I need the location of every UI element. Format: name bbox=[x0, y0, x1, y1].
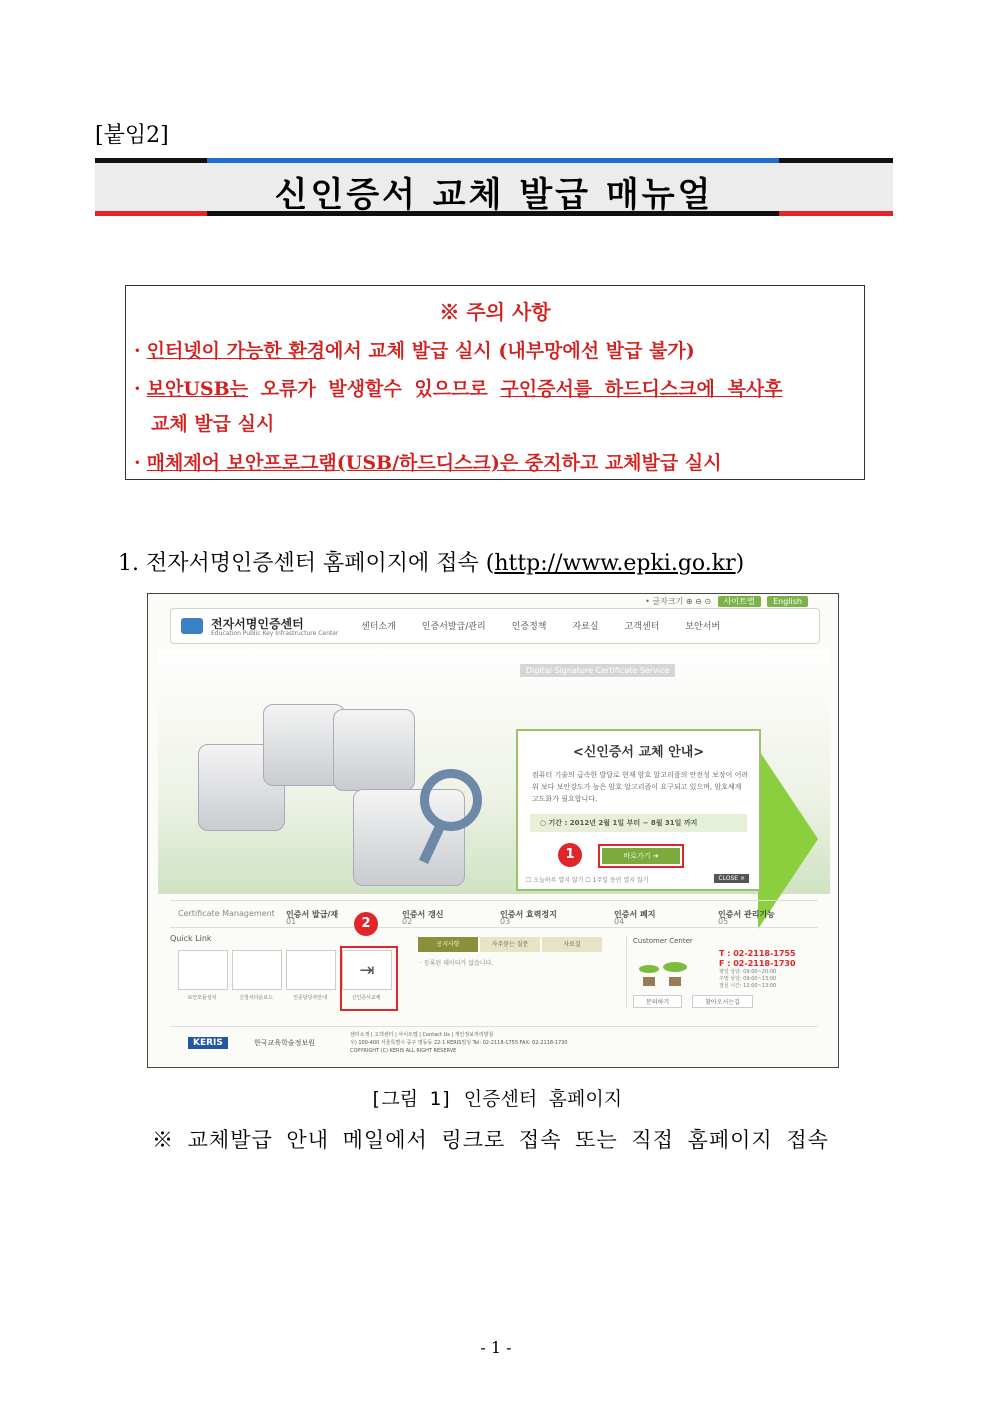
homepage-screenshot: • 글자크기 ⊕ ⊖ ⊙ 사이트맵 English 전자서명인증센터 Education Public Key Infrastructure Center 센터소개 인증서발급/관리 인증정책 자료실 고객센터 보안서버 Digital Signature Certificate Service <신인증서 교체 안내> 컴퓨터 기술의 급속한 발달로 현재 암호 알고리즘의 안전성 보장이 어려워 보다 보안강도가 높은 암호 알고리즘이 요구되고 있으며, 암호체계 고도화가 필요합니다. ○ 기간 : 2012년 2월 1일 부터 ~ 8월 31일 까지 바로가기 ➔ 1 ☐ 오늘하루 열지 않기 ☐ 1주일 동안 열지 않기 CLOSE × Certificate Management 01 인증서 발급/재 02 인증서 갱신 03 인증서 효력정지 04 인증서 폐지 05 인증서 관리기능 Quick Link ⇥ 보안모듈설치 신청서다운로드 인증담당자안내 신인증서교체 2 공지사항 자주묻는 질문 자료실 · 등록된 데이터가 없습니다. Customer Center T : 02-2118-1755 F : 02-2118-1730 평일 상담: 09:00~20:00 주말 상담: 09:00~13:00 점심 시간: 12:00~13:00 문의하기 찾아오시는길 KERIS 한국교육학술정보원 센터소개 | 고객센터 | 사이트맵 | Contact Us | 개인정보처리방침 우) 100-400 서울특별시 중구 명동동 22-1 KERIS빌딩 Tel: 02-2118-1755 FAX: 02-2118-1730 COPYRIGHT (C) KERIS ALL RIGHT RESERVE bbox=[147, 593, 839, 1068]
notice-line-2: · 보안USB는 오류가 발생할수 있으므로 구인증서를 하드디스크에 복사후 bbox=[134, 378, 783, 400]
notice-line-2-cont: 교체 발급 실시 bbox=[151, 413, 275, 435]
customer-center: Customer Center T : 02-2118-1755 F : 02-2118-1730 평일 상담: 09:00~20:00 주말 상담: 09:00~13:00 점심 시간: 12:00~13:00 문의하기 찾아오시는길 bbox=[626, 937, 813, 1009]
notice-title: ※ 주의 사항 bbox=[439, 300, 551, 324]
nav-item[interactable]: 인증정책 bbox=[511, 622, 547, 632]
tab-archive[interactable]: 자료실 bbox=[542, 937, 602, 952]
inquiry-button[interactable]: 문의하기 bbox=[633, 995, 682, 1008]
topbar: • 글자크기 ⊕ ⊖ ⊙ 사이트맵 English bbox=[645, 596, 808, 607]
attachment-label: [붙임2] bbox=[95, 123, 169, 148]
nav-item[interactable]: 보안서버 bbox=[685, 622, 721, 632]
epki-link[interactable]: http://www.epki.go.kr bbox=[494, 551, 736, 576]
save-icon[interactable] bbox=[232, 950, 282, 990]
directions-button[interactable]: 찾아오시는길 bbox=[692, 995, 753, 1008]
document-title: 신인증서 교체 발급 매뉴얼 bbox=[274, 175, 714, 215]
site-nav: 전자서명인증센터 Education Public Key Infrastructure Center 센터소개 인증서발급/관리 인증정책 자료실 고객센터 보안서버 bbox=[170, 608, 820, 644]
site-footer: KERIS 한국교육학술정보원 센터소개 | 고객센터 | 사이트맵 | Contact Us | 개인정보처리방침 우) 100-400 서울특별시 중구 명동동 22-1 KERIS빌딩 Tel: 02-2118-1755 FAX: 02-2118-1730 COPYRIGHT (C) KERIS ALL RIGHT RESERVE bbox=[170, 1026, 818, 1061]
usb-icon[interactable] bbox=[178, 950, 228, 990]
nav-item[interactable]: 고객센터 bbox=[624, 622, 660, 632]
figure-caption: [그림 1] 인증센터 홈페이지 bbox=[369, 1088, 623, 1110]
board-tabs bbox=[418, 937, 608, 952]
notice-popup: <신인증서 교체 안내> 컴퓨터 기술의 급속한 발달로 현재 암호 알고리즘의 안전성 보장이 어려워 보다 보안강도가 높은 암호 알고리즘이 요구되고 있으며, 암호체계 고도화가 필요합니다. ○ 기간 : 2012년 2월 1일 부터 ~ 8월 31일 까지 바로가기 ➔ 1 ☐ 오늘하루 열지 않기 ☐ 1주일 동안 열지 않기 CLOSE × bbox=[516, 729, 761, 891]
notice-box bbox=[125, 285, 865, 480]
step-1: 1. 전자서명인증센터 홈페이지에 접속 (http://www.epki.go.kr) bbox=[118, 551, 745, 576]
step-badge-2: 2 bbox=[354, 912, 378, 936]
key-icon bbox=[420, 769, 482, 831]
logo-icon bbox=[181, 618, 203, 634]
tab-faq[interactable]: 자주묻는 질문 bbox=[480, 937, 540, 952]
close-button[interactable]: CLOSE × bbox=[714, 874, 749, 883]
keris-logo: KERIS bbox=[188, 1037, 228, 1049]
tab-notice[interactable]: 공지사항 bbox=[418, 937, 478, 952]
site-logo: 전자서명인증센터 bbox=[211, 617, 304, 631]
page-number: - 1 - bbox=[480, 1338, 512, 1357]
popup-title: <신인증서 교체 안내> bbox=[572, 745, 705, 760]
notice-line-1: · 인터넷이 가능한 환경에서 교체 발급 실시 (내부망에선 발급 불가) bbox=[134, 340, 695, 362]
login-icon[interactable]: ⇥ bbox=[342, 950, 392, 990]
nav-item[interactable]: 인증서발급/관리 bbox=[421, 622, 486, 632]
quick-link: Quick Link ⇥ 보안모듈설치 신청서다운로드 인증담당자안내 신인증서교체 bbox=[170, 934, 398, 1012]
step-badge-1: 1 bbox=[558, 843, 582, 867]
notice-line-3: · 매체제어 보안프로그램(USB/하드디스크)은 중지하고 교체발급 실시 bbox=[134, 452, 722, 474]
title-banner bbox=[95, 158, 893, 216]
nav-item[interactable]: 자료실 bbox=[572, 622, 599, 632]
plant-icon bbox=[637, 957, 697, 987]
keycap-icon bbox=[333, 709, 415, 791]
people-icon[interactable] bbox=[286, 950, 336, 990]
nav-item[interactable]: 센터소개 bbox=[361, 622, 396, 632]
highlight-box bbox=[598, 844, 684, 868]
access-note: ※ 교체발급 안내 메일에서 링크로 접속 또는 직접 홈페이지 접속 bbox=[152, 1128, 829, 1152]
highlight-box bbox=[340, 946, 398, 1011]
dss-label: Digital Signature Certificate Service bbox=[520, 664, 675, 677]
go-button[interactable]: 바로가기 ➔ bbox=[602, 848, 680, 864]
cert-management-bar: Certificate Management 01 인증서 발급/재 02 인증서 갱신 03 인증서 효력정지 04 인증서 폐지 05 인증서 관리기능 bbox=[170, 900, 818, 928]
